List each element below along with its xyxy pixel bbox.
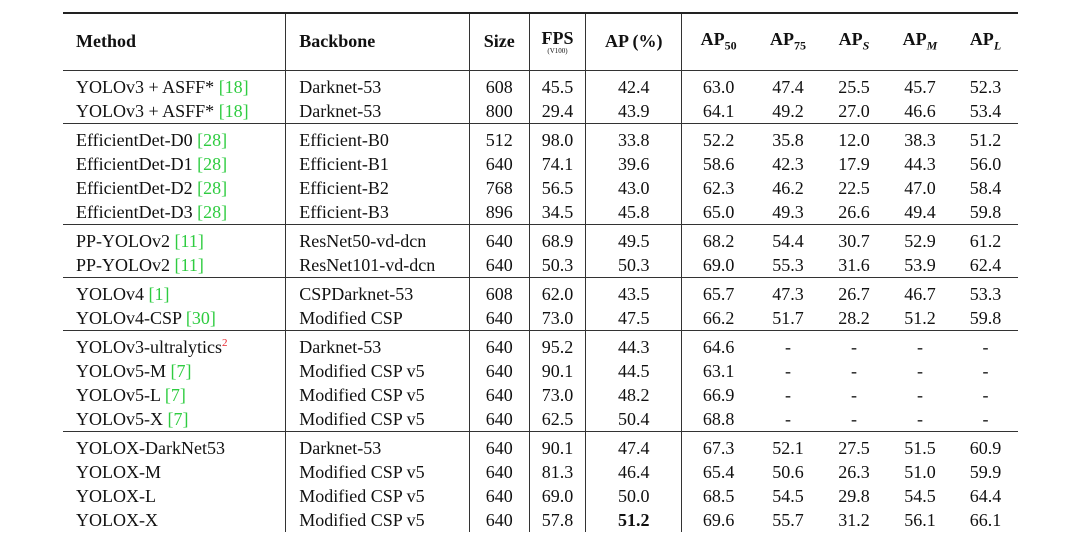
cell-backbone: Modified CSP v5 [286,460,470,484]
cell-aps: 29.8 [838,485,870,506]
cell-apm: - [916,408,923,429]
cell-size: 640 [469,224,529,253]
cell-apm: 38.3 [904,129,936,150]
cell-apl: - [982,408,989,429]
cell-apl: 62.4 [969,254,1002,275]
cell-size: 608 [469,70,529,99]
cell-ap50: 65.0 [702,201,735,222]
table-row [63,253,1018,278]
cell-apl: - [982,360,989,381]
cell-backbone: ResNet50-vd-dcn [286,224,470,253]
cell-fps: 29.4 [529,99,586,124]
cell-apl: 59.8 [969,307,1002,328]
table-row [63,123,1018,152]
cell-backbone: Modified CSP v5 [286,508,470,532]
comparison-table [63,12,1018,532]
cell-ap [586,508,682,532]
method-name: YOLOv5-L [76,384,165,405]
cell-aps: 30.7 [838,230,870,251]
cell-aps: 17.9 [838,153,870,174]
cell-apm: 52.9 [904,230,936,251]
citation-link[interactable]: [28] [197,177,228,198]
cell-backbone: Modified CSP v5 [286,383,470,407]
method-name: PP-YOLOv2 [76,230,175,251]
cell-apl: - [982,336,989,357]
cell-ap: 43.9 [586,99,682,124]
cell-method [63,484,286,508]
citation-link[interactable]: [28] [197,129,228,150]
cell-aps: 22.5 [838,177,870,198]
table-row [63,407,1018,432]
cell-aps: - [850,408,857,429]
cell-apm: 44.3 [904,153,936,174]
method-name: YOLOv4-CSP [76,307,186,328]
table-row [63,200,1018,225]
method-name: YOLOv4 [76,283,149,304]
cell-ap75: 42.3 [772,153,804,174]
cell-apl: 59.8 [969,201,1002,222]
table-header [63,13,1018,70]
header-apm [887,13,953,70]
method-name: YOLOX-DarkNet53 [76,437,225,458]
cell-ap50: 69.0 [702,254,735,275]
cell-apl: 61.2 [969,230,1002,251]
cell-ap75: 55.7 [772,509,804,530]
cell-fps: 73.0 [529,306,586,331]
cell-size: 640 [469,508,529,532]
cell-method [63,407,286,432]
cell-fps: 50.3 [529,253,586,278]
cell-apm: 51.0 [904,461,936,482]
table-row [63,99,1018,124]
cell-ap50: 68.5 [702,485,735,506]
method-name: YOLOX-X [76,509,158,530]
cell-apl: 53.3 [969,283,1002,304]
cell-backbone: Darknet-53 [286,330,470,359]
cell-method [63,306,286,331]
cell-aps: 26.6 [838,201,870,222]
citation-link[interactable]: [28] [197,201,228,222]
cell-ap75: 49.2 [772,100,804,121]
header-apl-main: AP [969,29,994,50]
cell-ap: 50.4 [586,407,682,432]
header-aps-sub: S [862,39,870,54]
cell-method [63,460,286,484]
cell-apl: 51.2 [969,129,1002,150]
cell-backbone: Modified CSP v5 [286,359,470,383]
header-ap50 [682,13,755,70]
method-name: EfficientDet-D2 [76,177,198,198]
method-name: EfficientDet-D3 [76,201,198,222]
method-name: YOLOv5-M [76,360,171,381]
table-group [63,330,1018,431]
cell-size: 640 [469,253,529,278]
cell-apm: 46.6 [904,100,936,121]
cell-ap50: 68.8 [702,408,735,429]
table-row [63,508,1018,532]
cell-ap75: 54.5 [772,485,804,506]
cell-fps: 98.0 [529,123,586,152]
cell-ap: 33.8 [586,123,682,152]
cell-apm: 45.7 [904,76,936,97]
cell-ap: 44.5 [586,359,682,383]
cell-apm: 47.0 [904,177,936,198]
cell-ap75: 51.7 [772,307,804,328]
table-row [63,70,1018,99]
header-aps-main: AP [838,29,863,50]
header-apm-sub: M [926,39,938,54]
header-ap75-sub: 75 [793,39,806,54]
header-backbone: Backbone [286,13,470,70]
cell-backbone: Modified CSP [286,306,470,331]
table-row [63,383,1018,407]
cell-ap50: 62.3 [702,177,735,198]
cell-ap50: 66.2 [702,307,735,328]
cell-fps: 62.0 [529,277,586,306]
header-ap50-main: AP [700,29,725,50]
table-group [63,277,1018,330]
cell-apm: 54.5 [904,485,936,506]
method-name: YOLOv3-ultralytics [76,336,222,357]
citation-link[interactable]: [11] [174,230,204,251]
method-name: YOLOv5-X [76,408,168,429]
cell-ap: 47.5 [586,306,682,331]
cell-ap50: 63.1 [702,360,735,381]
cell-aps: - [850,360,857,381]
cell-apl: - [982,384,989,405]
cell-aps: 31.2 [838,509,870,530]
cell-backbone: Efficient-B3 [286,200,470,225]
cell-aps: 28.2 [838,307,870,328]
cell-ap50: 67.3 [702,437,735,458]
cell-apl: 64.4 [969,485,1002,506]
method-name: EfficientDet-D0 [76,129,198,150]
cell-fps: 34.5 [529,200,586,225]
cell-fps: 90.1 [529,431,586,460]
table-group [63,431,1018,532]
cell-apl: 52.3 [969,76,1002,97]
cell-fps: 74.1 [529,152,586,176]
table-group [63,70,1018,123]
table-row [63,484,1018,508]
cell-size: 640 [469,460,529,484]
cell-method [63,200,286,225]
cell-ap75: 54.4 [772,230,804,251]
cell-backbone: Modified CSP v5 [286,484,470,508]
cell-method [63,431,286,460]
cell-backbone: ResNet101-vd-dcn [286,253,470,278]
citation-link[interactable]: [7] [167,408,189,429]
cell-ap50: 65.7 [702,283,735,304]
cell-size: 800 [469,99,529,124]
cell-method [63,152,286,176]
method-name: YOLOX-L [76,485,156,506]
cell-fps: 56.5 [529,176,586,200]
cell-fps: 45.5 [529,70,586,99]
cell-apl: 60.9 [969,437,1002,458]
cell-backbone: CSPDarknet-53 [286,277,470,306]
cell-ap: 44.3 [586,330,682,359]
cell-size: 640 [469,306,529,331]
table-group [63,123,1018,224]
cell-method [63,253,286,278]
cell-ap: 39.6 [586,152,682,176]
header-ap75 [755,13,821,70]
cell-apl: 56.0 [969,153,1002,174]
cell-method [63,383,286,407]
cell-apm: 51.2 [904,307,936,328]
method-name: YOLOv3 + ASFF* [76,76,219,97]
cell-method [63,123,286,152]
header-method: Method [63,13,286,70]
cell-method [63,508,286,532]
citation-link[interactable]: [11] [174,254,204,275]
table-row [63,277,1018,306]
cell-size: 640 [469,431,529,460]
cell-fps: 73.0 [529,383,586,407]
cell-apm: 46.7 [904,283,936,304]
cell-method [63,330,286,359]
header-fps-sub: (V100) [547,47,568,56]
header-ap: AP (%) [586,13,682,70]
cell-apl: 66.1 [969,509,1002,530]
cell-aps: 25.5 [838,76,870,97]
cell-ap50: 65.4 [702,461,735,482]
cell-fps: 69.0 [529,484,586,508]
paper-table-crop [63,0,1018,545]
cell-apm: 49.4 [904,201,936,222]
cell-ap: 49.5 [586,224,682,253]
cell-size: 640 [469,359,529,383]
best-ap-value: 51.2 [618,509,650,530]
cell-backbone: Efficient-B0 [286,123,470,152]
cell-ap75: 50.6 [772,461,804,482]
cell-size: 640 [469,383,529,407]
cell-ap75: - [784,384,791,405]
cell-ap75: 46.2 [772,177,804,198]
cell-ap50: 52.2 [702,129,735,150]
cell-fps: 81.3 [529,460,586,484]
cell-size: 640 [469,484,529,508]
citation-link[interactable]: [28] [197,153,228,174]
header-apm-main: AP [902,29,927,50]
cell-fps: 95.2 [529,330,586,359]
cell-backbone: Efficient-B2 [286,176,470,200]
header-ap50-sub: 50 [724,39,737,54]
method-name: EfficientDet-D1 [76,153,198,174]
cell-backbone: Darknet-53 [286,431,470,460]
cell-ap75: 52.1 [772,437,804,458]
cell-apl: 53.4 [969,100,1002,121]
method-name: PP-YOLOv2 [76,254,175,275]
cell-ap50: 63.0 [702,76,735,97]
table-row [63,431,1018,460]
cell-ap: 50.0 [586,484,682,508]
header-apl-sub: L [993,39,1002,54]
table-group [63,224,1018,277]
cell-method [63,359,286,383]
citation-link[interactable]: [7] [170,360,192,381]
cell-ap: 46.4 [586,460,682,484]
footnote-marker[interactable]: 2 [221,336,228,349]
cell-ap75: 47.3 [772,283,804,304]
cell-apl: 59.9 [969,461,1002,482]
table-row [63,306,1018,331]
cell-aps: 26.7 [838,283,870,304]
header-fps [529,13,586,70]
cell-ap: 47.4 [586,431,682,460]
table-row [63,224,1018,253]
cell-apm: 51.5 [904,437,936,458]
cell-ap50: 68.2 [702,230,735,251]
cell-ap: 50.3 [586,253,682,278]
header-row [63,13,1018,70]
cell-backbone: Efficient-B1 [286,152,470,176]
cell-size: 640 [469,407,529,432]
cell-method [63,277,286,306]
cell-size: 608 [469,277,529,306]
header-ap75-main: AP [769,29,794,50]
table-row [63,330,1018,359]
cell-fps: 62.5 [529,407,586,432]
cell-ap50: 64.6 [702,336,735,357]
cell-size: 768 [469,176,529,200]
citation-link[interactable]: [1] [148,283,170,304]
cell-ap75: - [784,336,791,357]
header-size: Size [469,13,529,70]
cell-apm: - [916,384,923,405]
cell-apm: 56.1 [904,509,936,530]
cell-backbone: Darknet-53 [286,70,470,99]
table-row [63,460,1018,484]
cell-ap50: 69.6 [702,509,735,530]
cell-ap50: 66.9 [702,384,735,405]
table-row [63,152,1018,176]
cell-fps: 68.9 [529,224,586,253]
cell-method [63,70,286,99]
cell-size: 512 [469,123,529,152]
cell-method [63,224,286,253]
cell-method [63,176,286,200]
cell-ap: 43.5 [586,277,682,306]
cell-apm: - [916,360,923,381]
cell-ap75: - [784,408,791,429]
cell-ap50: 64.1 [702,100,735,121]
table-row [63,176,1018,200]
cell-ap75: 55.3 [772,254,804,275]
cell-ap75: 35.8 [772,129,804,150]
cell-ap50: 58.6 [702,153,735,174]
citation-link[interactable]: [18] [218,100,249,121]
cell-size: 640 [469,152,529,176]
cell-aps: - [850,384,857,405]
cell-ap75: 47.4 [772,76,804,97]
cell-aps: 26.3 [838,461,870,482]
cell-aps: 31.6 [838,254,870,275]
cell-apm: 53.9 [904,254,936,275]
method-name: YOLOv3 + ASFF* [76,100,219,121]
cell-ap: 45.8 [586,200,682,225]
header-aps [821,13,887,70]
cell-ap: 42.4 [586,70,682,99]
header-apl [953,13,1018,70]
header-fps-label: FPS [541,28,574,49]
cell-fps: 90.1 [529,359,586,383]
cell-apm: - [916,336,923,357]
cell-aps: - [850,336,857,357]
cell-apl: 58.4 [969,177,1002,198]
citation-link[interactable]: [30] [185,307,216,328]
citation-link[interactable]: [7] [164,384,186,405]
cell-ap75: 49.3 [772,201,804,222]
cell-backbone: Darknet-53 [286,99,470,124]
cell-size: 640 [469,330,529,359]
method-name: YOLOX-M [76,461,161,482]
cell-ap: 48.2 [586,383,682,407]
cell-fps: 57.8 [529,508,586,532]
table-row [63,359,1018,383]
cell-aps: 12.0 [838,129,870,150]
cell-backbone: Modified CSP v5 [286,407,470,432]
cell-aps: 27.0 [838,100,870,121]
cell-ap75: - [784,360,791,381]
cell-aps: 27.5 [838,437,870,458]
cell-size: 896 [469,200,529,225]
citation-link[interactable]: [18] [218,76,249,97]
cell-method [63,99,286,124]
cell-ap: 43.0 [586,176,682,200]
